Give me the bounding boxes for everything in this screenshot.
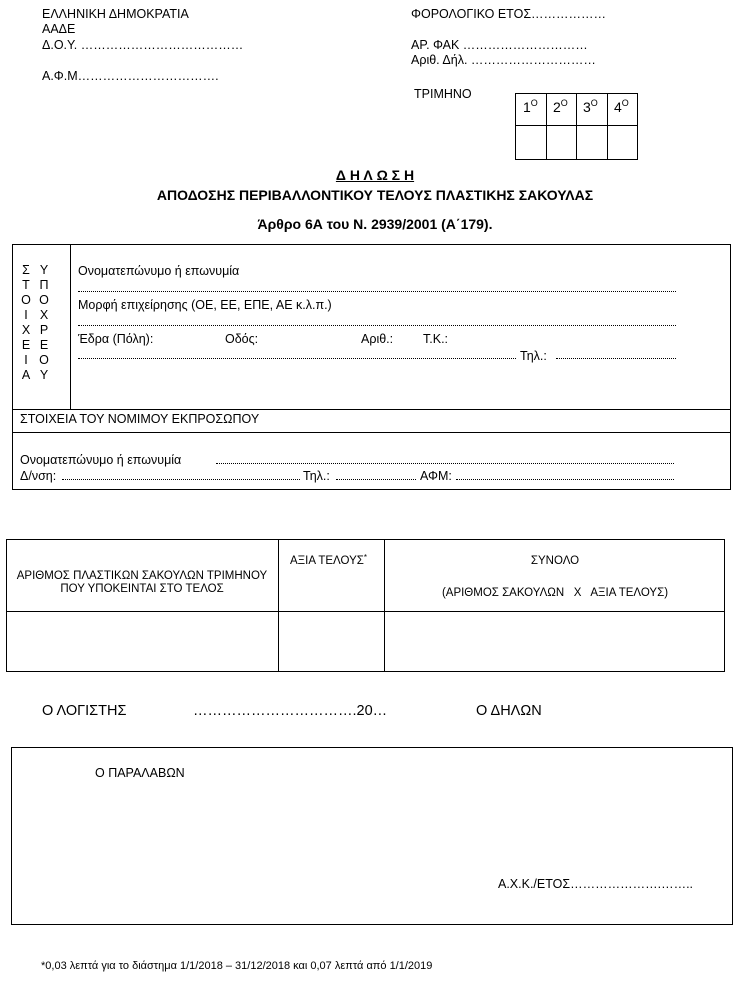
vertical-letter: Σ (22, 263, 30, 277)
receiver-akk-field[interactable]: Α.Χ.Κ./ΕΤΟΣ………………….…….. (498, 877, 694, 891)
vertical-letter: Ρ (39, 323, 49, 337)
fee-value-input[interactable] (280, 613, 382, 670)
representative-phone-input[interactable] (336, 468, 416, 480)
quarter-4-checkbox[interactable] (608, 126, 637, 159)
obligor-name-input[interactable] (78, 280, 676, 292)
quarter-4-header: $4^O$ (614, 98, 629, 115)
representative-afm-label: ΑΦΜ: (420, 469, 452, 483)
vertical-letter: Χ (39, 308, 49, 322)
vertical-letter: Ε (21, 338, 31, 352)
legal-reference: Άρθρο 6Α του Ν. 2939/2001 (Α΄179). (257, 216, 493, 232)
total-value-input[interactable] (386, 613, 723, 670)
receiver-label: Ο ΠΑΡΑΛΑΒΩΝ (95, 766, 185, 780)
quarter-2-header: $2^O$ (553, 98, 568, 115)
representative-name-label: Ονοματεπώνυμο ή επωνυμία (20, 453, 182, 467)
obligor-postcode-label: Τ.Κ.: (423, 332, 449, 346)
obligor-phone-label: Τηλ.: (520, 349, 547, 363)
representative-name-input[interactable] (216, 452, 674, 464)
obligor-form-input[interactable] (78, 314, 676, 326)
declarant-label: Ο ΔΗΛΩΝ (476, 703, 542, 719)
representative-afm-input[interactable] (456, 468, 674, 480)
vertical-letter: Ε (39, 338, 49, 352)
bags-count-input[interactable] (8, 613, 276, 670)
document-subtitle: ΑΠΟΔΟΣΗΣ ΠΕΡΙΒΑΛΛΟΝΤΙΚΟΥ ΤΕΛΟΥΣ ΠΛΑΣΤΙΚΗΣ ΣΑΚΟΥΛΑΣ (156, 187, 594, 203)
vertical-letter: Χ (21, 323, 31, 337)
footnote: *0,03 λεπτά για το διάστημα 1/1/2018 – 31/12/2018 και 0,07 λεπτά από 1/1/2019 (41, 960, 433, 972)
vertical-letter: Ο (39, 293, 49, 307)
vertical-letter: Ο (39, 353, 49, 367)
vertical-letter: Ο (21, 293, 31, 307)
obligor-form-label: Μορφή επιχείρησης (ΟΕ, ΕΕ, ΕΠΕ, ΑΕ κ.λ.π.) (78, 298, 332, 312)
representative-address-input[interactable] (62, 468, 300, 480)
tax-year-field[interactable]: ΦΟΡΟΛΟΓΙΚΟ ΕΤΟΣ……………… (411, 7, 607, 21)
obligor-vertical-label-1 (19, 263, 33, 383)
representative-title-line (13, 432, 730, 433)
fee-table-header-line (7, 611, 724, 612)
quarter-3-header: $3^O$ (583, 98, 598, 115)
quarter-1-header: $1^O$ (523, 98, 538, 115)
vertical-letter: Π (39, 278, 49, 292)
document-title: Δ Η Λ Ω Σ Η (335, 167, 415, 183)
vertical-letter: Α (21, 368, 31, 382)
representative-address-label: Δ/νση: (20, 469, 57, 483)
header-doy-field[interactable]: Δ.Ο.Υ. ………………………………… (42, 38, 244, 52)
header-afm-field[interactable]: Α.Φ.Μ……………………………. (42, 69, 219, 83)
obligor-street-label: Οδός: (225, 332, 259, 346)
fee-table-total-header: ΣΥΝΟΛΟ (530, 555, 580, 567)
obligor-address-input[interactable] (78, 347, 516, 359)
obligor-bottom-line (13, 409, 730, 410)
fee-table-fee-header: ΑΞΙΑ ΤΕΛΟΥΣ* (290, 553, 367, 567)
quarter-label: ΤΡΙΜΗΝΟ (414, 87, 472, 101)
quarter-grid (515, 93, 638, 160)
fee-table-bags-header: ΑΡΙΘΜΟΣ ΠΛΑΣΤΙΚΩΝ ΣΑΚΟΥΛΩΝ ΤΡΙΜΗΝΟΥ ΠΟΥ ΥΠΟΚΕΙΝΤΑΙ ΣΤΟ ΤΕΛΟΣ (16, 570, 268, 595)
obligor-vertical-label-2 (37, 263, 51, 383)
fee-table-total-subheader: (ΑΡΙΘΜΟΣ ΣΑΚΟΥΛΩΝ Χ ΑΞΙΑ ΤΕΛΟΥΣ) (441, 587, 669, 599)
fee-table-col-divider-1 (278, 540, 279, 671)
representative-title: ΣΤΟΙΧΕΙΑ ΤΟΥ ΝΟΜΙΜΟΥ ΕΚΠΡΟΣΩΠΟΥ (20, 412, 260, 426)
file-number-field[interactable]: ΑΡ. ΦΑΚ ………………………… (411, 38, 588, 52)
obligor-name-label: Ονοματεπώνυμο ή επωνυμία (78, 264, 240, 278)
obligor-phone-input[interactable] (556, 347, 676, 359)
signature-date-field[interactable]: …………………………….20… (193, 703, 388, 719)
declaration-number-field[interactable]: Αριθ. Δήλ. ………………………… (411, 53, 596, 67)
header-country: ΕΛΛΗΝΙΚΗ ΔΗΜΟΚΡΑΤΙΑ (42, 7, 189, 21)
vertical-letter: Υ (39, 263, 49, 277)
obligor-number-label: Αριθ.: (361, 332, 394, 346)
representative-phone-label: Τηλ.: (303, 469, 330, 483)
vertical-letter: Ι (24, 353, 28, 367)
header-authority: ΑΑΔΕ (42, 22, 76, 36)
vertical-letter: Τ (22, 278, 30, 292)
obligor-divider (70, 245, 71, 409)
quarter-3-checkbox[interactable] (577, 126, 607, 159)
accountant-label: Ο ΛΟΓΙΣΤΗΣ (42, 703, 127, 719)
obligor-seat-label: Έδρα (Πόλη): (78, 332, 154, 346)
vertical-letter: Υ (39, 368, 49, 382)
vertical-letter: Ι (24, 308, 28, 322)
quarter-2-checkbox[interactable] (547, 126, 576, 159)
quarter-1-checkbox[interactable] (516, 126, 546, 159)
